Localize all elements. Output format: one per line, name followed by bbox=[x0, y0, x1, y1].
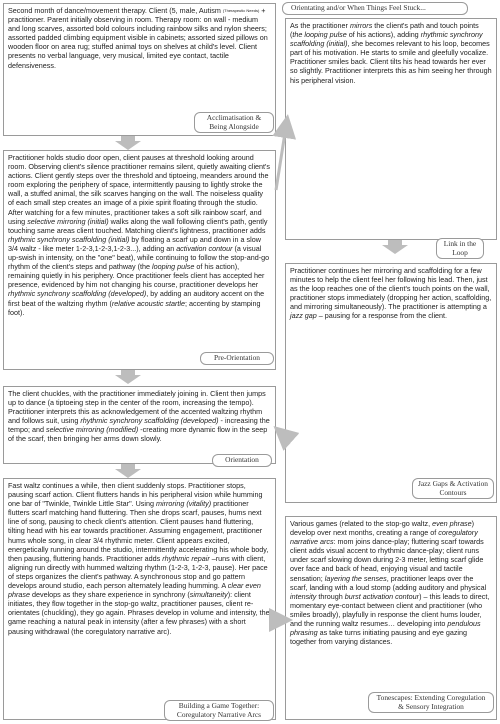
text-segment: –runs with client, aligning run directly with hummed waltzing rhythm (1-2-3, 1-2-3, pause). Her pace of steps organizes the client's pathway. A synchronous stop and go pattern develops around studio, each person alternately leading humming. A bbox=[8, 553, 268, 591]
text-segment: ) develop over next months, creating a range of bbox=[290, 519, 475, 538]
text-segment: of his actions), adding bbox=[346, 30, 421, 40]
arrow-pre-to-loop bbox=[276, 120, 287, 190]
text-segment: -creating more dynamic flow in the seep of the scarf, then bringing her arms down slowly. bbox=[8, 425, 268, 444]
text-segment: rhythmic synchrony scaffolding (developed) bbox=[80, 416, 219, 426]
text-segment: – pausing for a response from the client. bbox=[316, 311, 448, 321]
text-segment: Practitioner holds studio door open, client pauses at threshold looking around room. Observing client's silence practitioner remains silent, quietly awaiting client's actions. Client gently steps over the threshold and tiptoeing, meanders around the room exploring the periphery of space, intermittently pausing to lightly stroke the wall, a stuffed animal, the silk scarves hanging on the wall. The noiseless quality of each small step creates an image of a pixie spirit floating through the studio. After watching for a few minutes, practitioner takes a soft silk rainbow scarf, and using bbox=[8, 153, 271, 226]
text-segment: activation contour bbox=[176, 243, 233, 253]
text-segment: through bbox=[316, 591, 345, 601]
label-orientation: Orientation bbox=[212, 454, 272, 467]
text-segment: ) – this leads to direct, momentary eye-contact between client and practitioner (who smiles broadly), playfully in response the client hums louder, and the running waltz resumes… developing into bbox=[290, 591, 490, 629]
text-segment: , she becomes relevant to his loop, becomes part of his motivation. He starts to smile and gleefully vocalize. Practitioner smiles back. Client tilts his head towards her ever so slightly. Practitioner interprets this as him seeing her through his peripheral vision. bbox=[290, 39, 492, 85]
label-jazz-gaps: Jazz Gaps & Activation Contours bbox=[412, 478, 494, 499]
text-segment: develops as they share experience in synchrony ( bbox=[29, 590, 190, 600]
text-segment: relative acoustic startle bbox=[111, 298, 185, 308]
text-segment: clear even phrase bbox=[8, 581, 261, 600]
text-segment: practitioner flutters scarf matching hand fluttering. Then she drops scarf, pauses, hums next line of song, pausing to check client's attention. Client pauses hand fluttering, tilting head with his ear towards practitioner. Assuming engagement, practitioner hums whole song, in clear 3/4 rhythmic meter. Client appears excited, energetically running around the studio, intermittently accelerating his whole body, then pausing, fluttering hands. Practitioner adds bbox=[8, 499, 269, 563]
text-segment: burst activation contour bbox=[344, 591, 420, 601]
text-segment: rhythmic synchrony scaffolding (initial) bbox=[290, 30, 483, 49]
arrow-jazz-to-orientation bbox=[278, 430, 287, 438]
text-segment: layering the senses bbox=[324, 573, 387, 583]
text-segment: selective mirroring (modified) bbox=[45, 425, 139, 435]
text-segment: , by adding an auditory accent on the first beat of the waltzing rhythm ( bbox=[8, 289, 265, 308]
label-building-game: Building a Game Together: Coregulatory Narrative Arcs bbox=[164, 700, 274, 721]
text-segment: coregulatory narrative arcs bbox=[290, 528, 478, 547]
label-tonescapes: Tonescapes: Extending Coregulation & Sensory Integration bbox=[368, 692, 494, 713]
text-segment: looping pulse bbox=[152, 262, 195, 272]
text-segment: + practitioner. Parent initially observing in room. Therapy room: on wall - medium and long scarves, assorted bold colours including rainbow silks and nylon sheers; assorted padded climbing equipment visible in cabinets; assorted sized pillows on wooden floor on area rug; stuffed animal toys on shelves at child's level. Client presents no verbal language, very musical, limited eye contact, tactile defensiveness. bbox=[8, 6, 268, 70]
text-segment: : mom joins dance-play; fluttering scarf towards client adds visual accent to rhythmic dance-play; client runs under scarf slowing down during 2-3 meter, letting scarf glide over face and back of head, enjoying visual and tactile sensation; bbox=[290, 537, 484, 583]
text-segment: jazz gap bbox=[290, 311, 317, 321]
text-segment: (Therapeutic Needs) bbox=[222, 8, 260, 13]
text-segment: Practitioner continues her mirroring and scaffolding for a few minutes to help the client feel her following his lead. Then, just as the loop reaches one of the client's touch points on the wall, practitioner stops immediately (dropping her action, scaffolding, and mirroring simultaneously). The practitioner is attempting a bbox=[290, 266, 492, 312]
text-segment: As the practitioner bbox=[290, 21, 350, 30]
text-segment: (a visual up-swish in intensity, on the "one" beat), while continuing to follow the stop-and-go rhythm of the client's steps and pathway (the bbox=[8, 243, 270, 272]
text-segment: intensity bbox=[290, 591, 317, 601]
text-segment: rhythmic synchrony scaffolding (initial) bbox=[8, 234, 130, 244]
text-segment: the looping pulse bbox=[292, 30, 347, 40]
text-segment: selective mirroring (initial) bbox=[27, 216, 109, 226]
text-segment: even phrase bbox=[432, 519, 472, 528]
text-segment: Various games (related to the stop-go waltz, bbox=[290, 519, 433, 528]
text-segment: the client's path and touch points ( bbox=[290, 21, 479, 40]
text-segment: walks along the wall following client's path, gently touching same areas client touched. Matching client's lightness, practitioner adds bbox=[8, 216, 268, 235]
text-segment: Second month of dance/movement therapy. Client (5, male, Autism bbox=[8, 6, 223, 15]
text-segment: pendulous phrasing bbox=[290, 619, 481, 638]
text-segment: of his action), remaining quietly in his periphery. Once practitioner feels client has accepted her presence, evidenced by him not changing his course, practitioner develops her bbox=[8, 262, 265, 290]
text-segment: Fast waltz continues a while, then client suddenly stops. Practitioner stops, pausing scarf action. Client flutters hands in his peripheral vision while humming one bar of "Twinkle, Twinkle Little Star". Using bbox=[8, 481, 263, 509]
text-segment: mirrors bbox=[349, 21, 373, 30]
text-segment: simultaneity bbox=[189, 590, 228, 600]
text-segment: rhythmic repair bbox=[162, 553, 210, 563]
label-link-in-loop: Link in the Loop bbox=[436, 238, 484, 259]
text-segment: The client chuckles, with the practitioner immediately joining in. Client then jumps up to dance (a tiptoeing step in the center of the room, increasing the tempo). Practitioner interprets this as acknowledgement of the accented waltzing rhythm and follows suit, using bbox=[8, 389, 266, 426]
label-orientating-stuck: Orientating and/or When Things Feel Stuck... bbox=[282, 2, 468, 15]
text-segment: , practitioner leaps over the scarf, landing with a loud stomp (adding auditory and physical bbox=[290, 573, 487, 592]
label-acclimatisation: Acclimatisation & Being Alongside bbox=[194, 112, 274, 133]
text-segment: ): client initiates, they flow together in the stop-go waltz, practitioner pauses, client re-orientates (chuckling), they go again. Phrases develop in volume and intensity, the game reaching a natural peak in intensity (after a few phrases) with a short pausing withdrawal (the coregulatory narrative arc). bbox=[8, 590, 270, 636]
text-segment: ; accenting by stamping foot). bbox=[8, 298, 261, 317]
text-segment: - increasing the tempo; and bbox=[8, 416, 270, 435]
text-segment: mirroring (vitality) bbox=[156, 499, 212, 509]
text-segment: as take turns initiating pausing and eye gazing together from varying distances. bbox=[290, 628, 468, 647]
label-pre-orientation: Pre-Orientation bbox=[200, 352, 274, 365]
text-segment: rhythmic synchrony scaffolding (developed) bbox=[8, 289, 147, 299]
text-segment: by floating a scarf up and down in a slow 3/4 waltz - like meter 1-2-3,1-2-3,1-2-3...), adding an bbox=[8, 234, 261, 253]
